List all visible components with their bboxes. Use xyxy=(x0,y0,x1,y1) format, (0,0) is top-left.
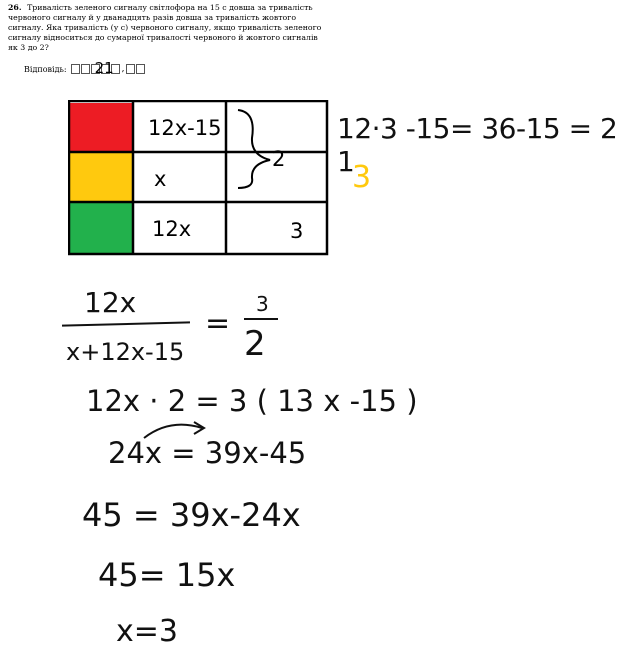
fraction-rhs-denominator: 2 xyxy=(244,324,266,364)
yellow-cell-expression: x xyxy=(154,167,167,191)
fraction-numerator: 12x xyxy=(84,286,137,319)
red-cell-expression: 12x-15 xyxy=(148,116,222,140)
side-value: 3 xyxy=(352,160,372,195)
ratio-two: 2 xyxy=(272,147,286,171)
brace xyxy=(238,110,270,188)
step-2: 24x = 39x-45 xyxy=(108,436,307,470)
green-signal-cell xyxy=(70,203,133,253)
answer-boxes[interactable] xyxy=(71,59,146,77)
problem-statement xyxy=(8,3,328,53)
fraction-bar xyxy=(62,321,190,326)
answer-row xyxy=(24,59,145,77)
answer-box[interactable] xyxy=(81,64,90,74)
problem-text: Тривалість зеленого сигналу світлофора на 15 с довша за тривалість червоного сигналу й у дванадцять разів довша за тривалість жовтого сигналу. Яка тривалість (у с) червоного сигналу, якщо тривалість зеленого сигналу відноситься до сумарної тривалості червоного й жовтого сигналів як 3 до 2? xyxy=(8,3,322,52)
step-4: 45= 15x xyxy=(98,556,236,594)
green-cell-expression: 12x xyxy=(152,217,192,241)
rhs-fraction-bar xyxy=(244,318,278,320)
yellow-signal-cell xyxy=(70,153,133,201)
fraction-equals: = xyxy=(205,306,231,341)
signal-table xyxy=(68,100,330,256)
step-3: 45 = 39x-24x xyxy=(82,496,301,534)
step-5: x=3 xyxy=(116,614,178,649)
step-1: 12x · 2 = 3 ( 13 x -15 ) xyxy=(86,384,418,418)
fraction-denominator: x+12x-15 xyxy=(66,338,185,366)
fraction-rhs-numerator: 3 xyxy=(256,292,269,316)
decimal-comma: , xyxy=(121,64,125,74)
answer-label: Відповідь: xyxy=(24,64,67,74)
answer-box[interactable] xyxy=(126,64,135,74)
answer-box[interactable] xyxy=(136,64,145,74)
ratio-three: 3 xyxy=(290,219,304,243)
red-signal-cell xyxy=(70,103,133,151)
problem-number: 26. xyxy=(8,3,22,12)
side-calculation: 12·3 -15= 36-15 = 2 1 xyxy=(337,112,618,178)
answer-box[interactable] xyxy=(71,64,80,74)
handwritten-answer: 21 xyxy=(94,59,114,77)
